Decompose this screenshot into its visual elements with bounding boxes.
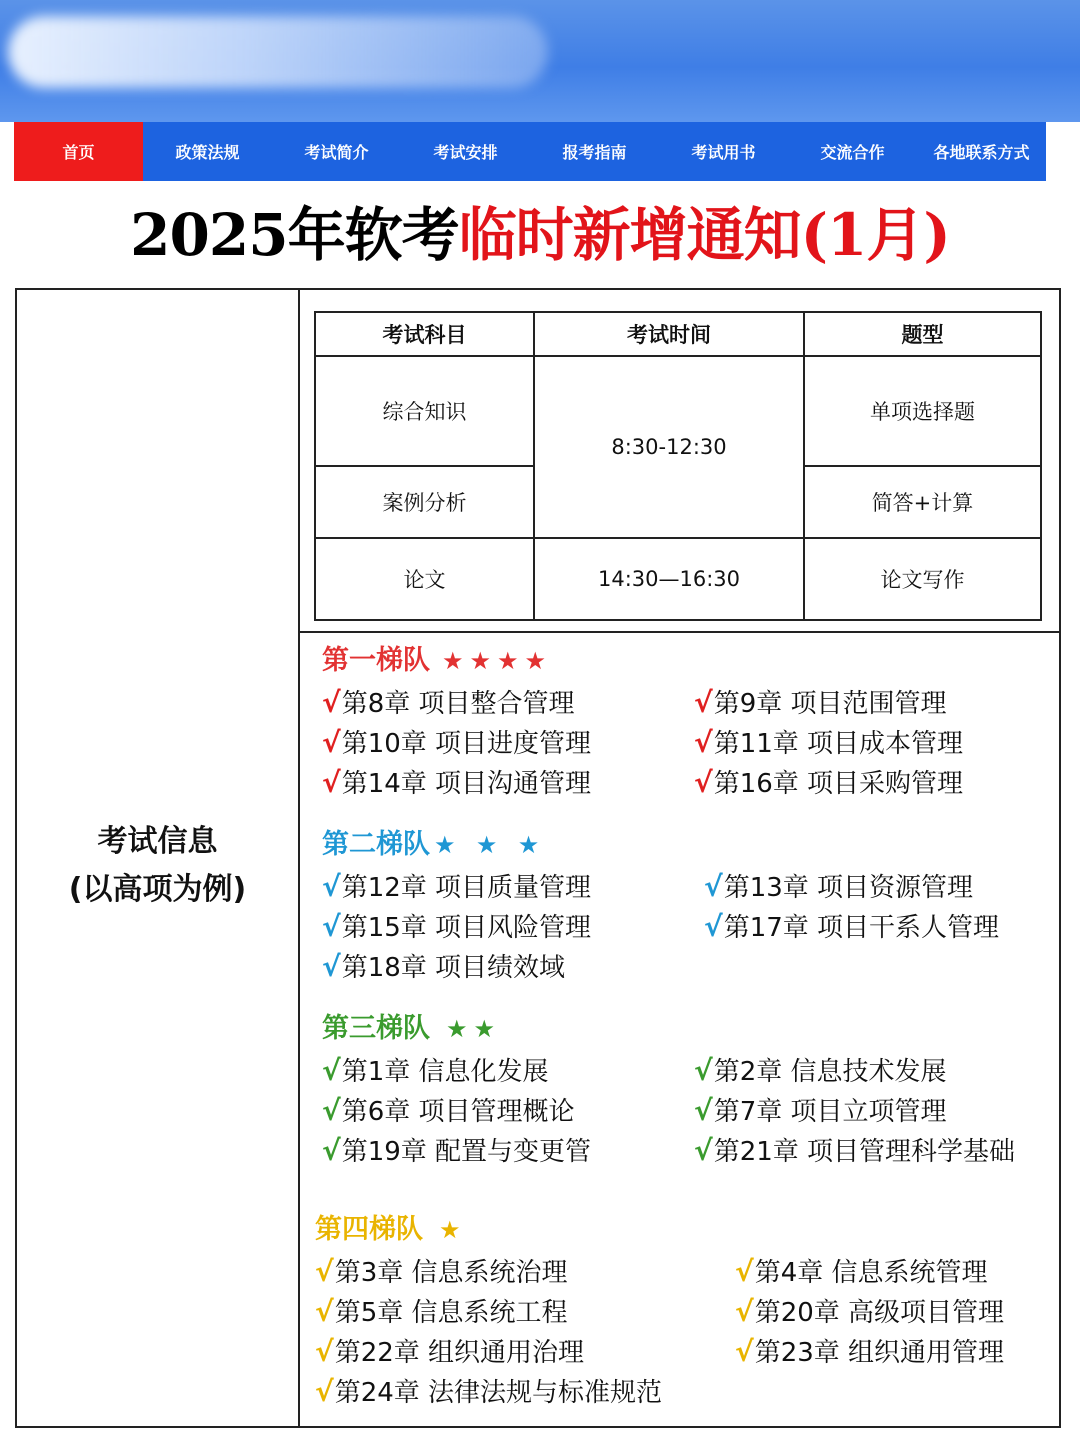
check-icon: √	[322, 910, 341, 943]
check-icon: √	[735, 1295, 754, 1328]
check-icon: √	[694, 1094, 713, 1127]
item-text: 第8章 项目整合管理	[341, 689, 575, 719]
item-text: 第12章 项目质量管理	[341, 873, 592, 903]
tier4-heading	[315, 1213, 467, 1247]
nav-item-intro[interactable]: 考试简介	[304, 143, 369, 162]
item-text: 第21章 项目管理科学基础	[713, 1137, 1016, 1167]
header-time: 考试时间	[534, 312, 804, 356]
list-item	[694, 726, 963, 761]
nav-item-guide[interactable]: 报考指南	[562, 143, 627, 162]
list-item	[694, 766, 963, 801]
header-type: 题型	[804, 312, 1041, 356]
list-item	[322, 1054, 549, 1089]
check-icon: √	[694, 766, 713, 799]
cell-time: 14:30—16:30	[534, 538, 804, 620]
cell-type: 简答+计算	[804, 466, 1041, 538]
check-icon: √	[322, 870, 341, 903]
list-item	[315, 1375, 662, 1410]
item-text: 第10章 项目进度管理	[341, 729, 592, 759]
item-text: 第17章 项目干系人管理	[723, 913, 1000, 943]
tier3-heading	[322, 1012, 501, 1046]
list-item	[694, 1054, 947, 1089]
list-item	[315, 1335, 584, 1370]
item-text: 第20章 高级项目管理	[754, 1298, 1005, 1328]
cell-subject: 综合知识	[315, 356, 534, 466]
list-item	[694, 1134, 1015, 1169]
tier3-name: 第三梯队	[322, 1013, 430, 1044]
tier1-stars: ★★★★	[442, 647, 553, 675]
item-text: 第4章 信息系统管理	[754, 1258, 988, 1288]
item-text: 第1章 信息化发展	[341, 1057, 549, 1087]
item-text: 第5章 信息系统工程	[334, 1298, 568, 1328]
check-icon: √	[322, 1134, 341, 1167]
left-label	[17, 818, 298, 914]
check-icon: √	[694, 686, 713, 719]
item-text: 第6章 项目管理概论	[341, 1097, 575, 1127]
cell-morning-time: 8:30-12:30	[534, 356, 804, 538]
tier2-heading	[322, 828, 545, 862]
tier4-name: 第四梯队	[315, 1214, 423, 1245]
tier1-heading	[322, 644, 552, 678]
tier1-name: 第一梯队	[322, 645, 430, 676]
nav-item-policy[interactable]: 政策法规	[175, 143, 240, 162]
title-red: 临时新增通知(1月)	[458, 201, 950, 269]
item-text: 第23章 组织通用管理	[754, 1338, 1005, 1368]
header-banner	[0, 0, 1080, 122]
title-black: 2025年软考	[130, 201, 459, 269]
nav-item-cooperation[interactable]: 交流合作	[820, 143, 885, 162]
check-icon: √	[315, 1375, 334, 1408]
item-text: 第14章 项目沟通管理	[341, 769, 592, 799]
cell-type: 论文写作	[804, 538, 1041, 620]
list-item	[735, 1335, 1004, 1370]
check-icon: √	[322, 1094, 341, 1127]
item-text: 第13章 项目资源管理	[723, 873, 974, 903]
item-text: 第2章 信息技术发展	[713, 1057, 947, 1087]
tier2-stars: ★ ★ ★	[434, 831, 546, 859]
list-item	[694, 1094, 947, 1129]
list-item	[322, 1134, 591, 1169]
check-icon: √	[322, 766, 341, 799]
tier4-stars: ★	[439, 1216, 467, 1244]
cell-type: 单项选择题	[804, 356, 1041, 466]
item-text: 第18章 项目绩效域	[341, 953, 566, 983]
item-text: 第3章 信息系统治理	[334, 1258, 568, 1288]
list-item	[735, 1255, 988, 1290]
left-column	[17, 290, 300, 1426]
item-text: 第22章 组织通用治理	[334, 1338, 585, 1368]
check-icon: √	[694, 1134, 713, 1167]
table-header-row	[315, 312, 1041, 356]
left-label-line1: 考试信息	[97, 824, 218, 859]
item-text: 第19章 配置与变更管	[341, 1137, 592, 1167]
item-text: 第7章 项目立项管理	[713, 1097, 947, 1127]
check-icon: √	[735, 1255, 754, 1288]
list-item	[322, 686, 575, 721]
list-item	[322, 910, 591, 945]
nav-item-contacts[interactable]: 各地联系方式	[933, 143, 1030, 162]
cell-subject: 论文	[315, 538, 534, 620]
list-item	[315, 1295, 568, 1330]
check-icon: √	[322, 950, 341, 983]
list-item	[322, 1094, 575, 1129]
table-row	[315, 538, 1041, 620]
list-item	[315, 1255, 568, 1290]
list-item	[322, 726, 591, 761]
nav-item-schedule[interactable]: 考试安排	[433, 143, 498, 162]
top-navigation	[14, 122, 1046, 181]
list-item	[322, 950, 565, 985]
check-icon: √	[704, 870, 723, 903]
item-text: 第24章 法律法规与标准规范	[334, 1378, 663, 1408]
list-item	[704, 870, 973, 905]
table-row	[315, 356, 1041, 466]
check-icon: √	[694, 1054, 713, 1087]
item-text: 第11章 项目成本管理	[713, 729, 964, 759]
list-item	[322, 870, 591, 905]
page-title	[0, 196, 1080, 274]
check-icon: √	[315, 1295, 334, 1328]
blurred-site-logo	[8, 16, 548, 88]
header-subject: 考试科目	[315, 312, 534, 356]
check-icon: √	[322, 1054, 341, 1087]
tier3-stars: ★★	[446, 1015, 502, 1043]
check-icon: √	[735, 1335, 754, 1368]
left-label-line2: (以高项为例)	[68, 872, 247, 907]
check-icon: √	[322, 726, 341, 759]
list-item	[322, 766, 591, 801]
exam-table	[314, 311, 1042, 621]
tier2-name: 第二梯队	[322, 829, 430, 860]
list-item	[694, 686, 947, 721]
check-icon: √	[315, 1255, 334, 1288]
nav-item-home[interactable]: 首页	[14, 122, 143, 181]
check-icon: √	[704, 910, 723, 943]
check-icon: √	[694, 726, 713, 759]
section-divider	[300, 631, 1061, 633]
check-icon: √	[322, 686, 341, 719]
item-text: 第9章 项目范围管理	[713, 689, 947, 719]
cell-subject: 案例分析	[315, 466, 534, 538]
check-icon: √	[315, 1335, 334, 1368]
list-item	[704, 910, 999, 945]
nav-item-books[interactable]: 考试用书	[691, 143, 756, 162]
list-item	[735, 1295, 1004, 1330]
item-text: 第16章 项目采购管理	[713, 769, 964, 799]
item-text: 第15章 项目风险管理	[341, 913, 592, 943]
